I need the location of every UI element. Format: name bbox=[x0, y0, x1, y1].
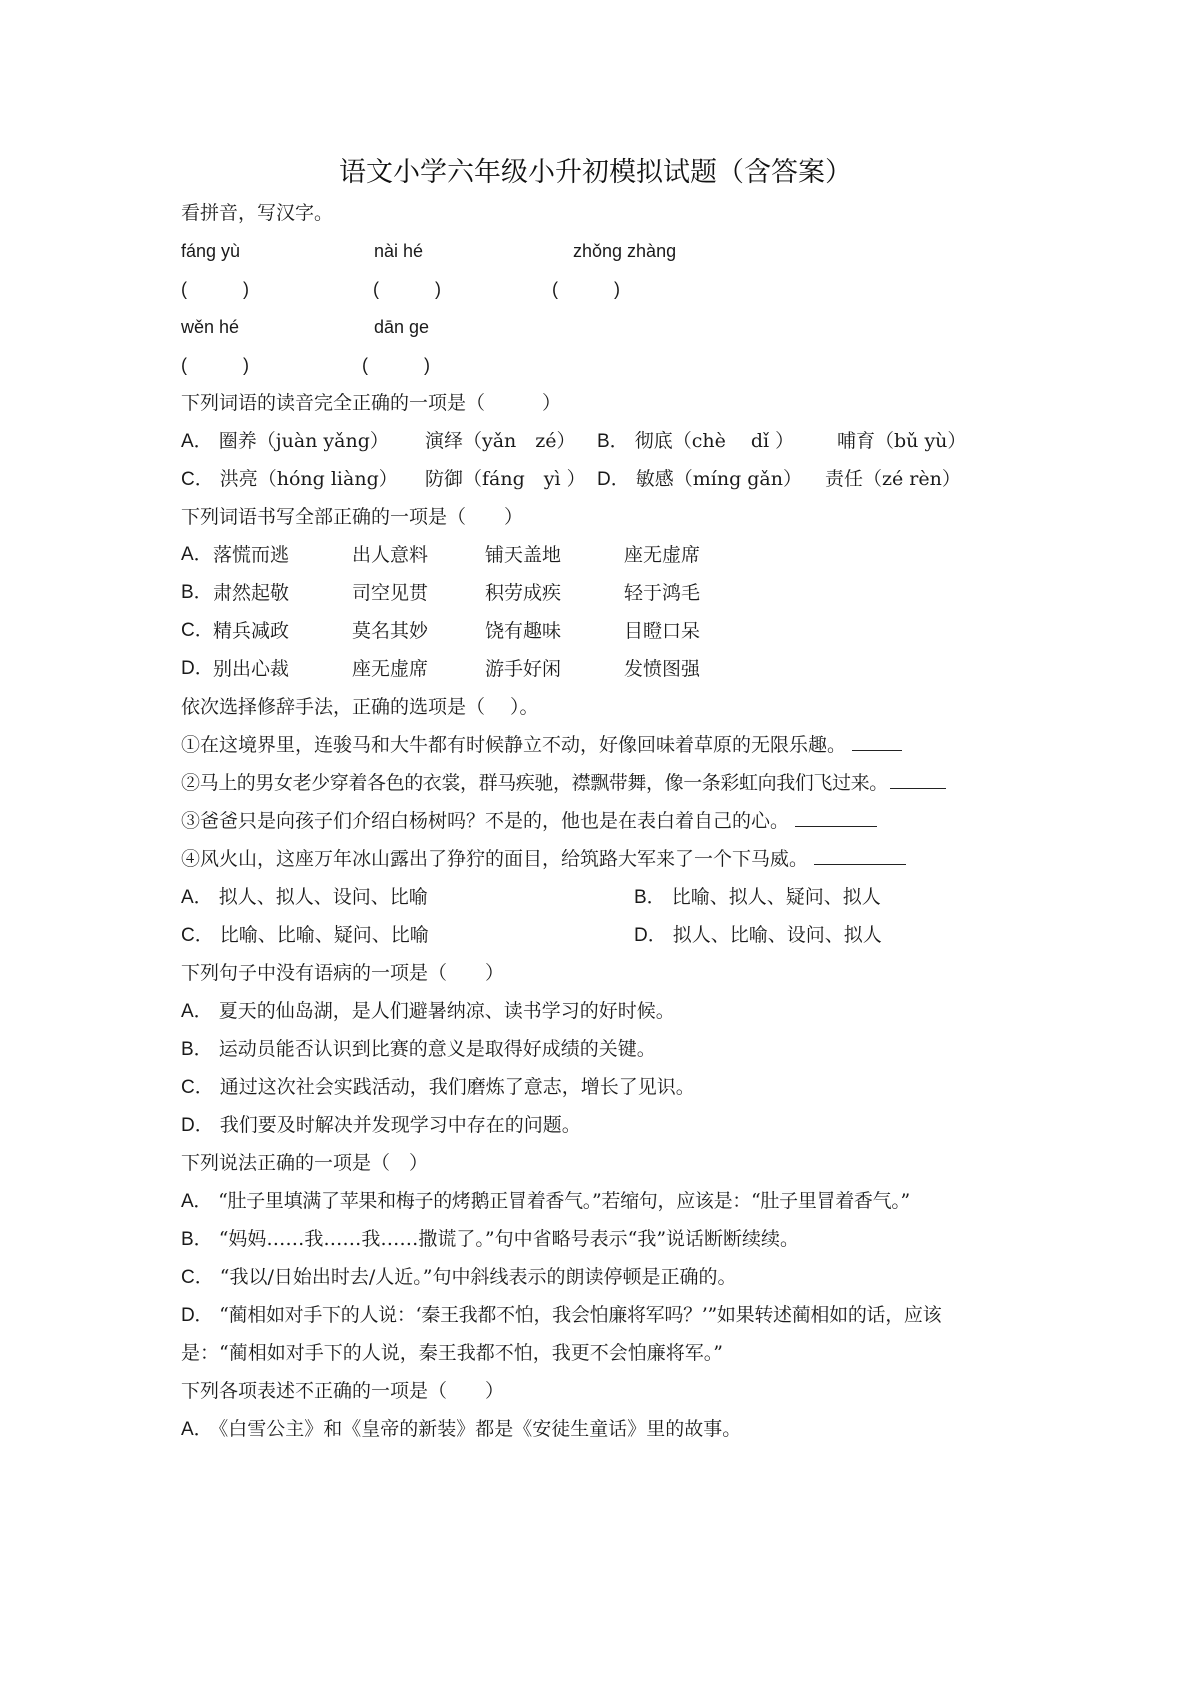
option-d-word-2: 责任（zé rèn） bbox=[825, 468, 961, 490]
option-c[interactable]: C． 通过这次社会实践活动，我们磨炼了意志，增长了见识。 bbox=[181, 1076, 695, 1098]
word: 莫名其妙 bbox=[352, 620, 429, 642]
option-b[interactable]: B． “妈妈……我……我……撒谎了。”句中省略号表示“我”说话断断续续。 bbox=[181, 1228, 800, 1250]
option-a[interactable]: A． “肚子里填满了苹果和梅子的烤鹅正冒着香气。”若缩句，应该是：“肚子里冒着香气。” bbox=[181, 1190, 910, 1212]
sentence-4: ④风火山，这座万年冰山露出了狰狞的面目，给筑路大军来了一个下马威。 bbox=[181, 846, 906, 872]
pinyin-item: fáng yù bbox=[181, 241, 241, 261]
word: 别出心裁 bbox=[213, 658, 290, 680]
word: 座无虚席 bbox=[624, 544, 701, 566]
pinyin-item: zhǒng zhàng bbox=[573, 241, 677, 261]
option-label: C． bbox=[181, 620, 214, 641]
answer-underline[interactable] bbox=[814, 846, 906, 865]
sentence-3: ③爸爸只是向孩子们介绍白杨树吗？不是的，他也是在表白着自己的心。 bbox=[181, 808, 877, 834]
answer-blank[interactable]: ( ) bbox=[362, 355, 430, 375]
option-c[interactable]: C． “我以/日始出时去/人近。”句中斜线表示的朗读停顿是正确的。 bbox=[181, 1266, 737, 1288]
answer-underline[interactable] bbox=[852, 732, 902, 751]
option-a[interactable]: A． 夏天的仙岛湖，是人们避暑纳凉、读书学习的好时候。 bbox=[181, 1000, 675, 1022]
word: 游手好闲 bbox=[485, 658, 562, 680]
word: 司空见贯 bbox=[352, 582, 429, 604]
word: 目瞪口呆 bbox=[624, 620, 701, 642]
question-1-prompt: 看拼音，写汉字。 bbox=[181, 202, 334, 224]
option-c[interactable]: C． 比喻、比喻、疑问、比喻 bbox=[181, 924, 429, 946]
pinyin-item: dān ge bbox=[374, 317, 430, 337]
option-d[interactable]: D． 敏感（míng gǎn） bbox=[597, 468, 802, 490]
option-label: A． bbox=[181, 544, 213, 565]
answer-blank[interactable]: ( ) bbox=[181, 279, 249, 299]
word: 肃然起敬 bbox=[213, 582, 290, 604]
sentence-2: ②马上的男女老少穿着各色的衣裳，群马疾驰，襟飘带舞，像一条彩虹向我们飞过来。 bbox=[181, 770, 946, 796]
option-d[interactable]: D． 我们要及时解决并发现学习中存在的问题。 bbox=[181, 1114, 581, 1136]
word: 发愤图强 bbox=[624, 658, 701, 680]
answer-underline[interactable] bbox=[795, 808, 877, 827]
word: 轻于鸿毛 bbox=[624, 582, 701, 604]
option-a[interactable]: A． 《白雪公主》和《皇帝的新装》都是《安徒生童话》里的故事。 bbox=[181, 1418, 742, 1440]
page-title: 语文小学六年级小升初模拟试题（含答案） bbox=[339, 157, 852, 188]
option-d[interactable]: D． 拟人、比喻、设问、拟人 bbox=[634, 924, 882, 946]
word: 座无虚席 bbox=[352, 658, 429, 680]
word: 饶有趣味 bbox=[485, 620, 562, 642]
word: 精兵减政 bbox=[213, 620, 290, 642]
option-b[interactable]: B． 运动员能否认识到比赛的意义是取得好成绩的关键。 bbox=[181, 1038, 656, 1060]
option-b-word-2: 哺育（bǔ yù） bbox=[837, 430, 967, 452]
option-a[interactable]: A． 拟人、拟人、设问、比喻 bbox=[181, 886, 428, 908]
option-b[interactable]: B． 彻底（chè dǐ ） bbox=[597, 430, 795, 452]
pinyin-item: wěn hé bbox=[181, 317, 240, 337]
pinyin-item: nài hé bbox=[374, 241, 424, 261]
question-6-prompt: 下列说法正确的一项是（ ） bbox=[181, 1152, 429, 1174]
option-a-word-2: 演绎（yǎn zé） bbox=[425, 430, 576, 452]
question-7-prompt: 下列各项表述不正确的一项是（ ） bbox=[181, 1380, 505, 1402]
question-4-prompt: 依次选择修辞手法，正确的选项是（ ）。 bbox=[181, 696, 539, 718]
answer-blank[interactable]: ( ) bbox=[373, 279, 441, 299]
option-a[interactable]: A． 圈养（juàn yǎng） bbox=[181, 430, 389, 452]
question-2-prompt: 下列词语的读音完全正确的一项是（ ） bbox=[181, 392, 562, 414]
answer-blank[interactable]: ( ) bbox=[552, 279, 620, 299]
option-c-word-2: 防御（fáng yì ） bbox=[425, 468, 586, 490]
sentence-1: ①在这境界里，连骏马和大牛都有时候静立不动，好像回味着草原的无限乐趣。 bbox=[181, 732, 902, 758]
word: 铺天盖地 bbox=[485, 544, 562, 566]
option-b[interactable]: B． 比喻、拟人、疑问、拟人 bbox=[634, 886, 881, 908]
question-3-prompt: 下列词语书写全部正确的一项是（ ） bbox=[181, 506, 524, 528]
answer-underline[interactable] bbox=[890, 770, 946, 789]
word: 积劳成疾 bbox=[485, 582, 562, 604]
word: 落慌而逃 bbox=[213, 544, 290, 566]
option-label: B． bbox=[181, 582, 213, 603]
word: 出人意料 bbox=[352, 544, 429, 566]
option-label: D． bbox=[181, 658, 214, 679]
question-5-prompt: 下列句子中没有语病的一项是（ ） bbox=[181, 962, 505, 984]
answer-blank[interactable]: ( ) bbox=[181, 355, 249, 375]
option-d-continuation: 是：“蔺相如对手下的人说，秦王我都不怕，我更不会怕廉将军。” bbox=[181, 1342, 723, 1364]
option-c[interactable]: C． 洪亮（hóng liàng） bbox=[181, 468, 398, 490]
option-d[interactable]: D． “蔺相如对手下的人说：‘秦王我都不怕，我会怕廉将军吗？’”如果转述蔺相如的话，应该 bbox=[181, 1304, 942, 1326]
